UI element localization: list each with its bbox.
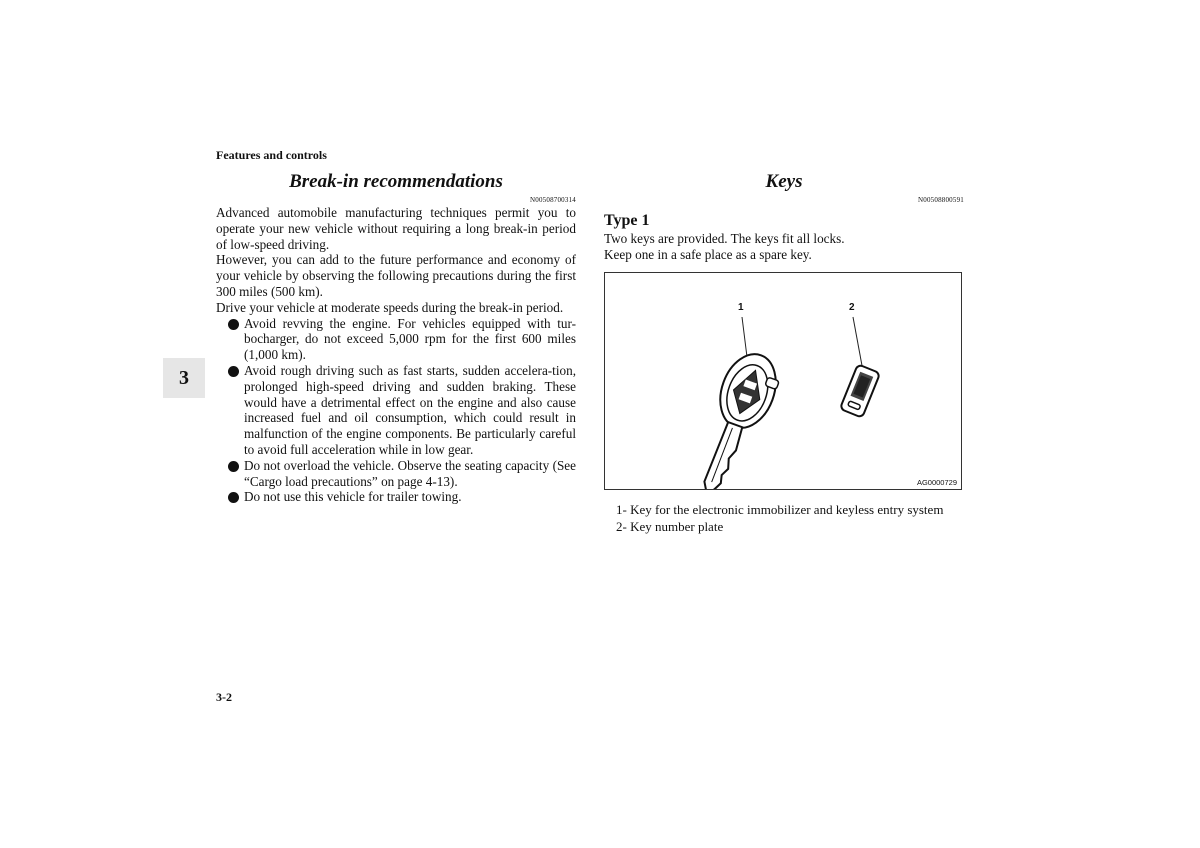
- list-item-text: Avoid rough driving such as fast starts, sudden accelera-tion, prolonged high-speed driving and sudden braking. These would have a detrimental effect on the engine and also cause increased fuel and oil consumption, which could result in malfunction of the engine components. Be particularly careful to avoid full acceleration while in low gear.: [244, 362, 576, 457]
- bullet-icon: [228, 366, 239, 377]
- paragraph: Drive your vehicle at moderate speeds during the break-in period.: [216, 299, 564, 315]
- list-item: [216, 363, 576, 458]
- bullet-icon: [228, 461, 239, 472]
- paragraph: Advanced automobile manufacturing techniques permit you to operate your new vehicle without requiring a long break-in period of low-speed driving.: [216, 205, 576, 252]
- list-item-text: Do not overload the vehicle. Observe the seating capacity (See “Cargo load precautions” on page 4-13).: [244, 457, 576, 489]
- figure-code: AG0000729: [916, 478, 957, 487]
- list-item-text: Do not use this vehicle for trailer towing.: [244, 489, 462, 505]
- paragraph: Two keys are provided. The keys fit all locks.: [604, 231, 845, 246]
- bullet-icon: [228, 492, 239, 503]
- remote-key-icon: [686, 346, 785, 489]
- break-in-title: Break-in recommendations: [289, 171, 503, 192]
- list-item-text: Avoid revving the engine. For vehicles equipped with tur-bocharger, do not exceed 5,000 rpm for the first 600 miles (1,000 km).: [244, 315, 576, 363]
- break-in-code: N00508700314: [530, 196, 576, 204]
- callout-1: 1: [738, 302, 744, 313]
- key-number-plate-icon: [840, 364, 880, 417]
- list-item: [216, 458, 576, 490]
- figure-captions: [616, 502, 966, 535]
- keys-figure: [604, 272, 962, 490]
- keys-body: [604, 231, 964, 263]
- precautions-list: [216, 316, 576, 506]
- paragraph: However, you can add to the future performance and economy of your vehicle by observing the following precautions during the first 300 miles (500 km).: [216, 252, 576, 299]
- caption-2: 2- Key number plate: [616, 518, 724, 534]
- key-illustration: [605, 273, 961, 489]
- list-item: [216, 489, 576, 505]
- chapter-tab-number: 3: [179, 366, 189, 389]
- break-in-body: [216, 205, 576, 505]
- keys-title: Keys: [765, 171, 803, 192]
- section-header: Features and controls: [216, 148, 327, 162]
- chapter-tab: [163, 358, 205, 398]
- keys-code: N00508800591: [918, 196, 964, 204]
- caption-1: 1- Key for the electronic immobilizer and keyless entry system: [616, 502, 944, 517]
- paragraph: Keep one in a safe place as a spare key.: [604, 246, 812, 262]
- page-number: 3-2: [216, 690, 232, 704]
- list-item: [216, 316, 576, 363]
- type-heading: Type 1: [604, 212, 650, 229]
- callout-2: 2: [849, 302, 855, 313]
- bullet-icon: [228, 319, 239, 330]
